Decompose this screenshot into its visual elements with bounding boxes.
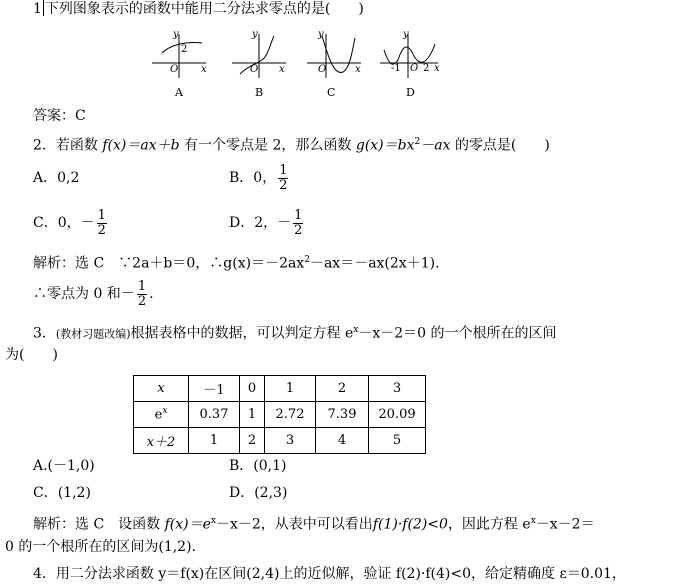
question-3 xyxy=(33,321,557,344)
table-cell-exponent: x xyxy=(162,406,168,417)
question-2-suffix: 的零点是( ) xyxy=(454,137,550,154)
question-2-function-f: f(x)＝ax＋b xyxy=(102,137,180,154)
solution-2-exponent: 2 xyxy=(304,255,310,265)
question-2-option-c xyxy=(33,203,109,243)
question-3-exponent: x xyxy=(353,325,359,335)
table-cell: 1 xyxy=(189,428,240,454)
data-table xyxy=(133,375,426,454)
question-1-number: 1 xyxy=(33,1,42,17)
graph-d xyxy=(378,30,442,82)
solution-3-prefix: 解析：选 C 设函数 xyxy=(33,516,161,533)
solution-3-mid-2: ，因此方程 e xyxy=(447,516,531,533)
solution-2-text: 解析：选 C ∵2a＋b＝0，∴g(x)＝－2ax xyxy=(33,255,305,272)
question-2-g-tail: －ax xyxy=(420,137,451,154)
graph-d-axis-y: y xyxy=(403,29,409,40)
table-row xyxy=(134,402,426,428)
question-3-solution-line-1 xyxy=(33,512,595,534)
question-2-solution-line-1 xyxy=(33,251,440,273)
solution-2b-tail: . xyxy=(149,286,154,302)
question-1 xyxy=(33,0,364,18)
option-b-numerator: 1 xyxy=(279,162,288,178)
question-2 xyxy=(33,133,550,155)
solution-2b-fraction xyxy=(137,280,147,309)
table-cell: 7.39 xyxy=(316,402,369,428)
option-c-prefix: C．0，－ xyxy=(33,215,95,231)
table-cell: 5 xyxy=(369,428,426,454)
table-cell: 20.09 xyxy=(369,402,426,428)
table-cell: 0 xyxy=(240,376,265,402)
table-cell: 0.37 xyxy=(189,402,240,428)
graph-a-origin: O xyxy=(170,64,179,75)
graph-b-axis-x: x xyxy=(279,64,285,75)
option-d-denominator: 2 xyxy=(294,222,303,238)
table-cell: 4 xyxy=(316,428,369,454)
question-1-text: 下列图象表示的函数中能用二分法求零点的是( ) xyxy=(44,1,364,17)
graph-b-label: B xyxy=(255,86,264,99)
graph-a-axis-y: y xyxy=(173,29,179,40)
solution-3-mid: －x－2，从表中可以看出 xyxy=(216,516,373,533)
table-cell: x＋2 xyxy=(134,428,189,454)
option-b-fraction xyxy=(278,164,288,193)
table-cell: 1 xyxy=(265,376,316,402)
solution-2b-denominator: 2 xyxy=(137,293,147,309)
graph-c-origin: O xyxy=(318,64,327,75)
graph-b-axis-y: y xyxy=(252,29,258,40)
table-cell-base: e xyxy=(154,407,163,423)
table-cell: 2 xyxy=(316,376,369,402)
option-b-denominator: 2 xyxy=(279,177,288,193)
question-2-option-d xyxy=(229,203,305,243)
table-cell: 1 xyxy=(240,402,265,428)
question-3-line-2: 为( ) xyxy=(5,347,58,363)
graph-c-axis-x: x xyxy=(355,64,361,75)
text-cursor xyxy=(43,0,44,16)
question-3-option-d: D．(2,3) xyxy=(229,485,288,501)
option-d-prefix: D．2，－ xyxy=(229,215,292,231)
graph-a-axis-x: x xyxy=(201,64,207,75)
question-3-option-c: C．(1,2) xyxy=(33,485,91,501)
option-c-numerator: 1 xyxy=(97,207,106,223)
table-cell: 3 xyxy=(265,428,316,454)
table-cell: 2.72 xyxy=(265,402,316,428)
question-2-solution-line-2 xyxy=(33,274,154,314)
solution-3-product: f(1)·f(2)<0 xyxy=(372,516,448,533)
question-3-option-b: B．(0,1) xyxy=(229,458,287,474)
option-d-numerator: 1 xyxy=(294,207,303,223)
graph-a-label: A xyxy=(175,86,183,99)
question-3-text: 根据表格中的数据，可以判定方程 e xyxy=(130,325,354,342)
solution-2-tail: －ax＝－ax(2x＋1). xyxy=(309,255,440,272)
solution-2b-numerator: 1 xyxy=(137,278,147,294)
table-row xyxy=(134,428,426,454)
graph-d-origin: O xyxy=(410,63,419,74)
graph-d-tick-neg1: -1 xyxy=(391,63,401,74)
option-c-fraction xyxy=(97,209,107,238)
table-row xyxy=(134,376,426,402)
graph-a-tick: 2 xyxy=(181,44,188,55)
graph-c-axis-y: y xyxy=(318,29,324,40)
table-cell: －1 xyxy=(189,376,240,402)
graph-d-tick-2: 2 xyxy=(423,63,430,74)
table-cell: 3 xyxy=(369,376,426,402)
graph-d-label: D xyxy=(406,86,415,99)
graph-d-axis-x: x xyxy=(434,63,440,74)
question-3-prefix: 3． xyxy=(33,325,56,342)
solution-3-exponent-2: x xyxy=(530,516,536,526)
question-3-option-a: A.(－1,0) xyxy=(33,458,95,474)
graph-b-origin: O xyxy=(250,64,259,75)
question-2-option-b xyxy=(229,158,290,198)
graph-c-label: C xyxy=(327,86,336,99)
solution-3-tail: －x－2＝ xyxy=(535,516,595,533)
question-2-g-exponent: 2 xyxy=(414,137,421,147)
question-3-solution-line-2: 0 的一个根所在的区间为(1,2). xyxy=(5,539,196,555)
option-d-fraction xyxy=(293,209,303,238)
solution-3-function: f(x)＝e xyxy=(164,516,211,533)
option-c-denominator: 2 xyxy=(97,222,106,238)
table-cell xyxy=(134,402,189,428)
question-2-mid: 有一个零点是 2，那么函数 xyxy=(184,137,352,154)
question-1-answer: 答案：C xyxy=(33,108,86,124)
solution-2b-prefix: ∴零点为 0 和－ xyxy=(33,286,135,302)
question-2-function-g: g(x)＝bx xyxy=(355,137,415,154)
solution-3-exponent: x xyxy=(210,516,216,526)
question-2-option-a: A．0,2 xyxy=(33,170,80,186)
question-3-text-2: －x－2＝0 的一个根所在的区间 xyxy=(358,325,557,342)
question-3-tag: (教材习题改编) xyxy=(55,327,131,341)
table-cell: 2 xyxy=(240,428,265,454)
option-b-prefix: B．0， xyxy=(229,170,277,186)
question-4: 4．用二分法求函数 y＝f(x)在区间(2,4)上的近似解，验证 f(2)·f(4)<0，给定精确度 ε＝0.01， xyxy=(33,566,626,582)
table-cell: x xyxy=(134,376,189,402)
question-2-prefix: 2．若函数 xyxy=(33,137,98,154)
